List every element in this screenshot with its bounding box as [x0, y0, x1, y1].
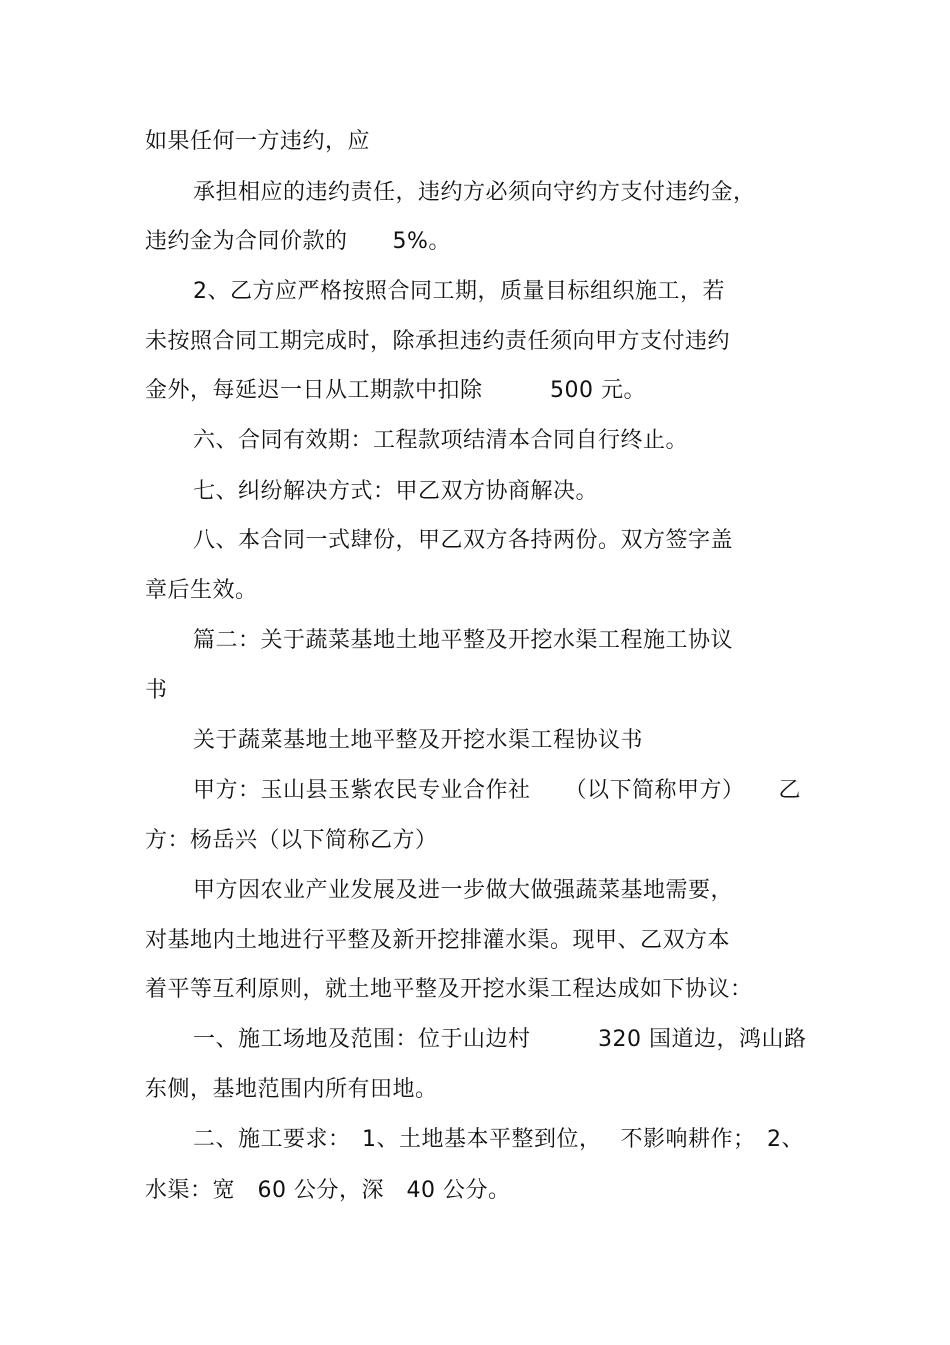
text-line-13: 关于蔬菜基地土地平整及开挖水渠工程协议书 — [193, 728, 644, 753]
text-line-7: 六、合同有效期：工程款项结清本合同自行终止。 — [193, 428, 689, 453]
text-line-18: 着平等互利原则，就土地平整及开挖水渠工程达成如下协议： — [145, 977, 753, 1002]
text-line-12: 书 — [145, 678, 168, 703]
text-line-3: 违约金为合同价款的 5%。 — [145, 229, 451, 254]
text-line-4: 2、乙方应严格按照合同工期，质量目标组织施工，若 — [193, 279, 725, 304]
text-line-2: 承担相应的违约责任，违约方必须向守约方支付违约金， — [193, 180, 756, 205]
text-line-8: 七、纠纷解决方式：甲乙双方协商解决。 — [193, 479, 599, 504]
text-line-11: 篇二：关于蔬菜基地土地平整及开挖水渠工程施工协议 — [193, 628, 734, 653]
text-line-19: 一、施工场地及范围：位于山边村 320 国道边，鸿山路 — [193, 1027, 807, 1052]
text-line-6: 金外，每延迟一日从工期款中扣除 500 元。 — [145, 378, 646, 403]
text-line-21: 二、施工要求： 1、土地基本平整到位， 不影响耕作； 2、 — [193, 1127, 804, 1152]
text-line-15: 方：杨岳兴（以下简称乙方） — [145, 828, 438, 853]
text-line-14: 甲方：玉山县玉紫农民专业合作社 （以下简称甲方） 乙 — [193, 778, 802, 803]
text-line-20: 东侧，基地范围内所有田地。 — [145, 1077, 438, 1102]
text-line-16: 甲方因农业产业发展及进一步做大做强蔬菜基地需要， — [193, 878, 734, 903]
text-line-22: 水渠：宽 60 公分，深 40 公分。 — [145, 1178, 511, 1203]
text-line-5: 未按照合同工期完成时，除承担违约责任须向甲方支付违约 — [145, 329, 731, 354]
text-line-1: 如果任何一方违约，应 — [145, 129, 371, 154]
text-line-9: 八、本合同一式肆份，甲乙双方各持两份。双方签字盖 — [193, 528, 734, 553]
text-line-17: 对基地内土地进行平整及新开挖排灌水渠。现甲、乙双方本 — [145, 928, 731, 953]
text-line-10: 章后生效。 — [145, 578, 258, 603]
